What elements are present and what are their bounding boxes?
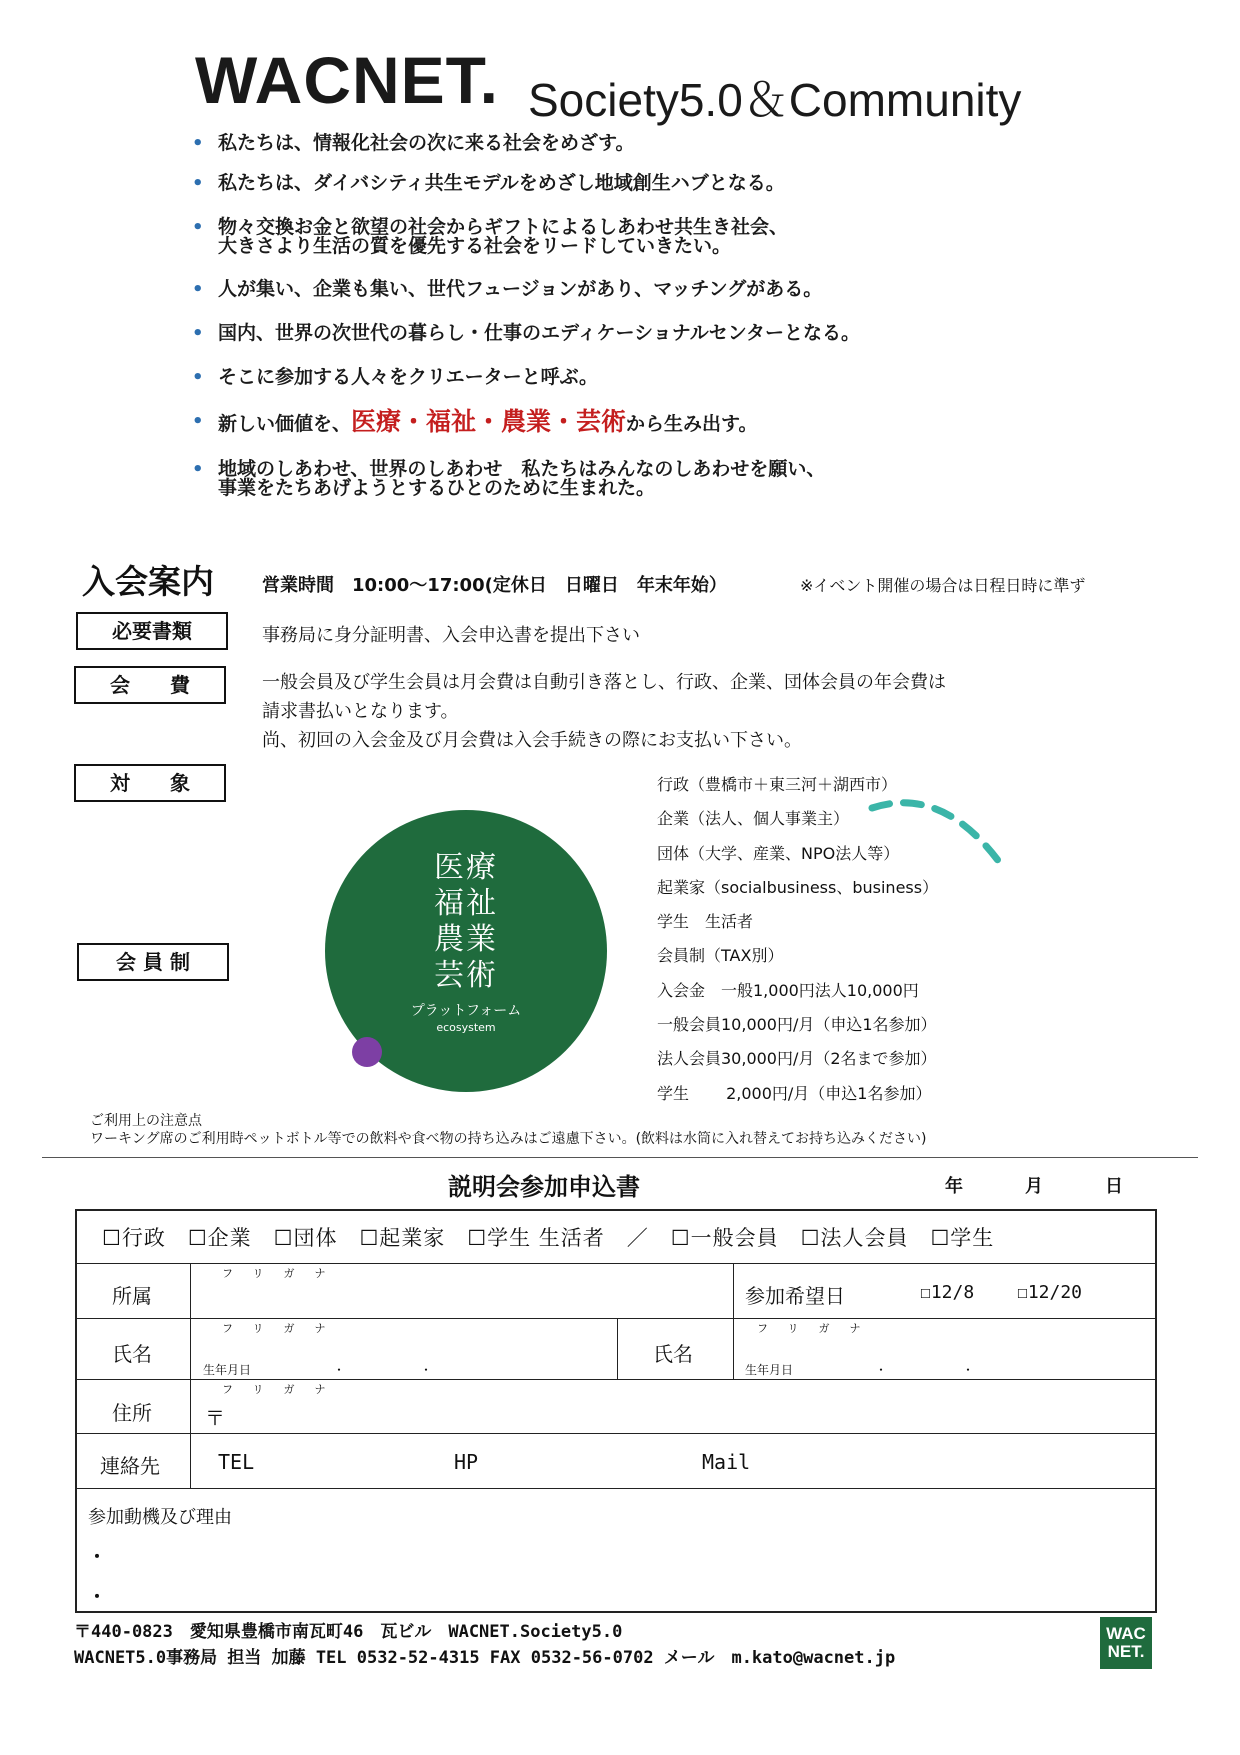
affiliation-label: 所属 xyxy=(112,1284,152,1308)
divider xyxy=(42,1157,1198,1158)
date-option-12-20[interactable]: ☐12/20 xyxy=(1017,1282,1083,1303)
reason-field[interactable] xyxy=(110,1530,1150,1608)
footer-contact: WACNET5.0事務局 担当 加藤 TEL 0532-52-4315 FAX 0532-56-0702 メール m.kato@wacnet.jp xyxy=(74,1648,896,1668)
fee-text: 一般会員及び学生会員は月会費は自動引き落とし、行政、企業、団体会員の年会費は 請求書払いとなります。 尚、初回の入会金及び月会費は入会手続きの際にお支払い下さい。 xyxy=(262,672,946,751)
section-title-membership: 入会案内 xyxy=(82,562,214,601)
name-field[interactable] xyxy=(192,1333,616,1359)
birthdate-label: 生年月日 xyxy=(203,1363,252,1377)
furigana-label: フリガナ xyxy=(222,1383,346,1396)
list-item: • 私たちは、情報化社会の次に来る社会をめざす。 xyxy=(190,134,1150,153)
footer-address: 〒440-0823 愛知県豊橋市南瓦町46 瓦ビル WACNET.Society5.0 xyxy=(74,1622,623,1642)
contact-label: 連絡先 xyxy=(100,1454,160,1478)
tagline: Society5.0＆Community xyxy=(528,74,1022,126)
birthdate-separator: ・ xyxy=(875,1363,888,1377)
birthdate-separator: ・ xyxy=(962,1363,975,1377)
name-label: 氏名 xyxy=(112,1342,152,1366)
purple-dot xyxy=(352,1037,382,1067)
postal-mark: 〒 xyxy=(205,1406,225,1430)
preferred-date-label: 参加希望日 xyxy=(745,1284,845,1308)
brand-logo-text: WACNET. xyxy=(195,43,499,117)
mission-list xyxy=(190,134,1150,498)
notice-title: ご利用上の注意点 xyxy=(90,1113,202,1129)
birthdate-separator: ・ xyxy=(333,1363,346,1377)
list-item: • 国内、世界の次世代の暮らし・仕事のエディケーショナルセンターとなる。 xyxy=(190,324,1150,343)
birthdate-separator: ・ xyxy=(420,1363,433,1377)
name-field-2[interactable] xyxy=(735,1333,1155,1359)
furigana-label: フリガナ xyxy=(222,1322,346,1335)
label-membership-system: 会 員 制 xyxy=(77,943,229,981)
affiliation-field[interactable] xyxy=(192,1280,732,1316)
required-docs-text: 事務局に身分証明書、入会申込書を提出下さい xyxy=(262,625,640,646)
wacnet-logo: WAC NET. xyxy=(1100,1617,1152,1669)
list-item: • 地域のしあわせ、世界のしあわせ 私たちはみんなのしあわせを願い、 事業をたちあげようとするひとのために生まれた。 xyxy=(190,460,1150,498)
reason-bullet: ・ xyxy=(88,1587,106,1608)
ecosystem-circle-subtitle: プラットフォーム xyxy=(410,1003,522,1019)
form-title: 説明会参加申込書 xyxy=(448,1173,640,1201)
address-field[interactable] xyxy=(230,1398,1150,1430)
birthdate-label-2: 生年月日 xyxy=(745,1363,794,1377)
label-fee: 会 費 xyxy=(74,666,226,704)
hp-label: HP xyxy=(454,1450,479,1474)
ecosystem-circle-text: 医療 福祉 農業 芸術 xyxy=(434,850,498,993)
target-and-fee-list: 行政（豊橋市＋東三河＋湖西市） 企業（法人、個人事業主） 団体（大学、産業、NPO法人等） 起業家（socialbusiness、business） 学生 生活者 会員制（TAX別） 入会金 一般1,000円法人10,000円 一般会員10,000円/月（申込1名参加） 法人会員30,000円/月（2名まで参加） 学生 2,000円/月（申込1名参加） xyxy=(657,775,939,1103)
address-label: 住所 xyxy=(112,1401,152,1425)
highlight-fields: 医療・福祉・農業・芸術 xyxy=(351,407,627,436)
list-item: • 物々交換お金と欲望の社会からギフトによるしあわせ共生き社会、 大きさより生活の質を優先する社会をリードしていきたい。 xyxy=(190,218,1150,256)
label-target: 対 象 xyxy=(74,764,226,802)
mail-label: Mail xyxy=(702,1450,751,1474)
label-required-docs: 必要書類 xyxy=(76,612,228,650)
reason-bullet: ・ xyxy=(88,1547,106,1568)
notice-body: ワーキング席のご利用時ペットボトル等での飲料や食べ物の持ち込みはご遠慮下さい。(飲料は水筒に入れ替えてお持ち込みください) xyxy=(90,1131,927,1147)
ecosystem-circle-subtitle-en: ecosystem xyxy=(436,1021,496,1034)
list-item: • 新しい価値を、医療・福祉・農業・芸術から生み出す。 xyxy=(190,412,1150,434)
list-item: • そこに参加する人々をクリエーターと呼ぶ。 xyxy=(190,368,1150,387)
name-label-2: 氏名 xyxy=(653,1342,693,1366)
list-item: • 人が集い、企業も集い、世代フュージョンがあり、マッチングがある。 xyxy=(190,280,1150,299)
tel-label: TEL xyxy=(218,1450,255,1474)
business-hours-note: ※イベント開催の場合は日程日時に準ず xyxy=(800,576,1086,595)
furigana-label: フリガナ xyxy=(222,1267,346,1280)
member-category-checkboxes[interactable]: ☐行政 ☐企業 ☐団体 ☐起業家 ☐学生 生活者 ／ ☐一般会員 ☐法人会員 ☐学生 xyxy=(102,1226,995,1250)
business-hours: 営業時間 10:00～17:00(定休日 日曜日 年末年始） xyxy=(262,575,727,596)
list-item: • 私たちは、ダイバシティ共生モデルをめざし地域創生ハブとなる。 xyxy=(190,174,1150,193)
form-date: 年 月 日 xyxy=(945,1176,1123,1197)
furigana-label: フリガナ xyxy=(757,1322,881,1335)
date-option-12-8[interactable]: ☐12/8 xyxy=(920,1282,975,1303)
reason-label: 参加動機及び理由 xyxy=(88,1507,232,1528)
